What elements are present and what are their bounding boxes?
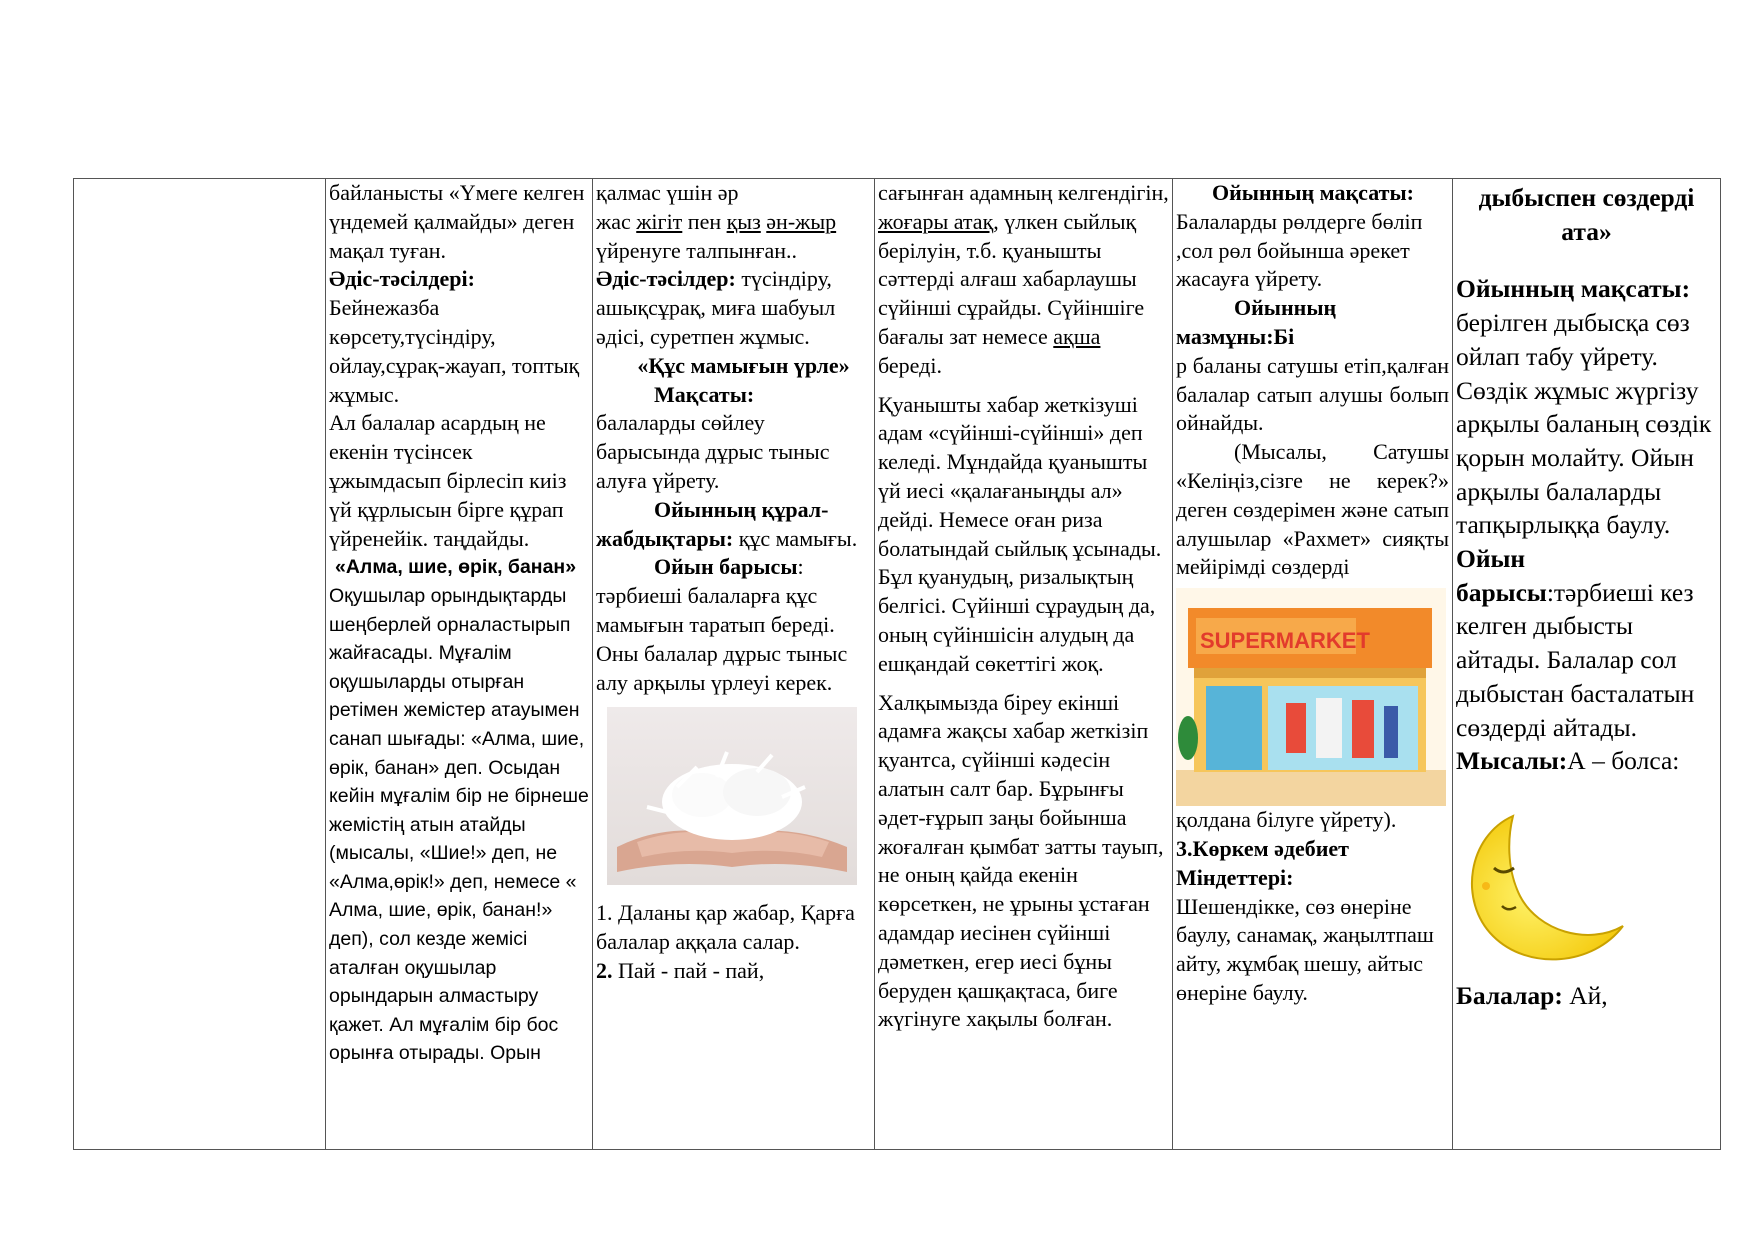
col6-kids [1456, 979, 1717, 1013]
lesson-plan-table [73, 178, 1721, 1150]
supermarket-illustration [1176, 588, 1449, 806]
col3-underlined-word-1: жігіт [636, 208, 683, 234]
col3-text-b: пен [682, 208, 727, 234]
col4-text-a: сағынған адамның келгендігін, [878, 180, 1169, 205]
col6-goal [1456, 272, 1717, 542]
col4-underlined-1: жоғары атақ [878, 208, 994, 234]
col6-kids-text: Ай, [1562, 980, 1608, 1010]
column-2 [326, 179, 593, 1150]
col3-tools [596, 496, 871, 554]
col5-section-title: 3.Көркем әдебиет [1176, 835, 1349, 861]
col3-rhyme-1: 1. Даланы қар жабар, Қарға балалар аққала салар. [596, 900, 855, 955]
col6-goal-text: берілген дыбысқа сөз ойлап табу үйрету. Сөздік жұмыс жүргізу арқылы баланың сөздік қорын молайту. Ойын арқылы балаларды тапқырлыққа баулу. [1456, 308, 1712, 540]
col6-goal-label: Ойынның мақсаты: [1456, 274, 1691, 304]
col3-methods [596, 265, 871, 351]
empty-first-column [74, 179, 326, 1150]
col3-underlined-word-3: ән-жыр [766, 208, 837, 234]
col3-line-1: қалмас үшін әр [596, 180, 739, 205]
col4-paragraph-1 [878, 179, 1169, 381]
col6-process-label: Ойын барысы [1456, 544, 1547, 607]
col3-game-title: «Құс мамығын үрле» [637, 352, 850, 378]
col3-underlined-word-2: қыз [726, 208, 761, 234]
col4-text-c: береді. [878, 352, 942, 378]
col3-process-text: : тәрбиеші балаларға құс мамығын таратып береді. Оны балалар дұрыс тыныс алу арқылы үрлеуі керек. [596, 554, 848, 695]
col4-paragraph-3: Халқымызда біреу екінші адамға жақсы хабар жеткізіп қуантса, сүйінші кәдесін алатын салт бар. Бұрынғы әдет-ғұрып заңы бойынша жоғалған қымбат затты тауып, не оның қайда екенін көрсеткен, не ұрыны ұстаған адамдар иесінен сүйінші дәметкен, егер иесі бұны беруден қашқақтаса, биге жүгінуге хақылы болған. [878, 689, 1164, 1032]
col6-example [1456, 744, 1717, 778]
col6-title: дыбыспен сөздерді ата» [1478, 183, 1695, 246]
col2-game-title: «Алма, шие, өрік, банан» [335, 556, 577, 579]
col3-tools-label: Ойынның құрал-жабдықтары: [596, 496, 829, 551]
column-3 [593, 179, 875, 1150]
col3-rhyme-2 [596, 957, 871, 986]
col3-methods-label: Әдіс-тәсілдер: [596, 266, 736, 292]
moon-illustration [1458, 806, 1717, 971]
col5-tasks-label: Міндеттері: [1176, 864, 1294, 890]
col2-methods-label: Әдіс-тәсілдері: [329, 266, 475, 292]
col5-tasks-text: Шешендікке, сөз өнеріне баулу, санамақ, жаңылтпаш айту, жұмбақ шешу, айтыс өнеріне баулу. [1176, 893, 1434, 1005]
col5-example: (Мысалы, Сатушы «Келіңіз,сізге не керек?» деген сөздерімен және сатып алушылар «Рахмет» сияқты мейірімді сөздерді [1176, 439, 1449, 580]
col6-example-label: Мысалы: [1456, 746, 1568, 776]
column-6 [1453, 179, 1721, 1150]
col5-content-label: Ойынның мазмұны:Бі [1176, 295, 1337, 349]
supermarket-sign: SUPERMARKET [1200, 628, 1370, 654]
col4-text-b: , үлкен сыйлық берілуін, т.б. қуанышты сәттерді алғаш хабарлаушы сүйінші сұрайды. Сүйіншіге бағалы зат немесе [878, 208, 1145, 349]
col6-process [1456, 542, 1717, 744]
col3-tools-text: құс мамығы. [733, 525, 858, 551]
col5-goal-label: Ойынның мақсаты: [1212, 180, 1414, 205]
col3-methods-text: түсіндіру, ашықсұрақ, миға шабуыл әдісі, суретпен жұмыс. [596, 266, 836, 349]
col3-rhyme-2-text: Пай - пай - пай, [612, 957, 765, 983]
col2-game-text: Оқушылар орындықтарды шеңберлей орналастырып жайғасады. Мұғалім оқушыларды отырған ретімен жемістер атауымен санап шығады: «Алма, шие, өрік, банан» деп. Осыдан кейін мұғалім бір не бірнеше жемістің атын атайды (мысалы, «Шие!» деп, не «Алма,өрік!» деп, немесе « Алма, шие, өрік, банан!» деп), сол кезде жемісі аталған оқушылар орындарын алмастыру қажет. Ал мұғалім бір бос орынға отырады. Орын [329, 584, 589, 1065]
col3-paragraph-1 [596, 208, 871, 266]
col3-process [596, 553, 871, 697]
col6-kids-label: Балалар: [1456, 980, 1563, 1010]
col3-text-a: жас [596, 208, 637, 234]
col3-goal-text: балаларды сөйлеу барысында дұрыс тыныс алуға үйрету. [596, 410, 830, 493]
col3-goal-label: Мақсаты: [654, 381, 755, 407]
col3-rhyme-2-number: 2. [596, 957, 613, 983]
col5-paragraph-after: қолдана білуге үйрету). [1176, 807, 1397, 833]
col3-process-label: Ойын барысы [654, 554, 798, 580]
column-5 [1173, 179, 1453, 1150]
col5-content-text: р баланы сатушы етіп,қалған балалар сатып алушы болып ойнайды. [1176, 352, 1449, 436]
col2-methods-text: Бейнежазба көрсету,түсіндіру, ойлау,сұрақ-жауап, топтық жұмыс. [329, 295, 580, 407]
col5-goal-text: Балаларды рөлдерге бөліп ,сол рөл бойынша әрекет жасауға үйрету. [1176, 208, 1423, 292]
col4-paragraph-2: Қуанышты хабар жеткізуші адам «сүйінші-сүйінші» деп келеді. Мұндайда қуанышты үй иесі «қалағаныңды ал» дейді. Немесе оған риза болатындай сыйлық ұсынады. Бұл қуанудың, ризалықтың белгісі. Сүйінші сұраудың да, оның сүйіншісін алудың да ешқандай сөкеттігі жоқ. [878, 391, 1162, 676]
col2-methods [329, 265, 589, 409]
col6-process-text: :тәрбиеші кез келген дыбысты айтады. Балалар сол дыбыстан басталатын сөздерді айтады. [1456, 577, 1695, 742]
col2-paragraph-2: Ал балалар асардың не екенін түсінсек ұжымдасып бірлесіп киіз үй құрлысын бірге құрап үйренейік. таңдайды. [329, 410, 567, 551]
col4-underlined-2: ақша [1053, 323, 1101, 349]
col3-text-d: үйренуге талпынған.. [596, 237, 798, 263]
feathers-in-hands-image [607, 707, 871, 885]
column-4 [875, 179, 1173, 1150]
col6-example-text: А – болса: [1567, 746, 1680, 776]
col2-paragraph-1: байланысты «Үмеге келген үндемей қалмайды» деген мақал туған. [329, 180, 585, 263]
